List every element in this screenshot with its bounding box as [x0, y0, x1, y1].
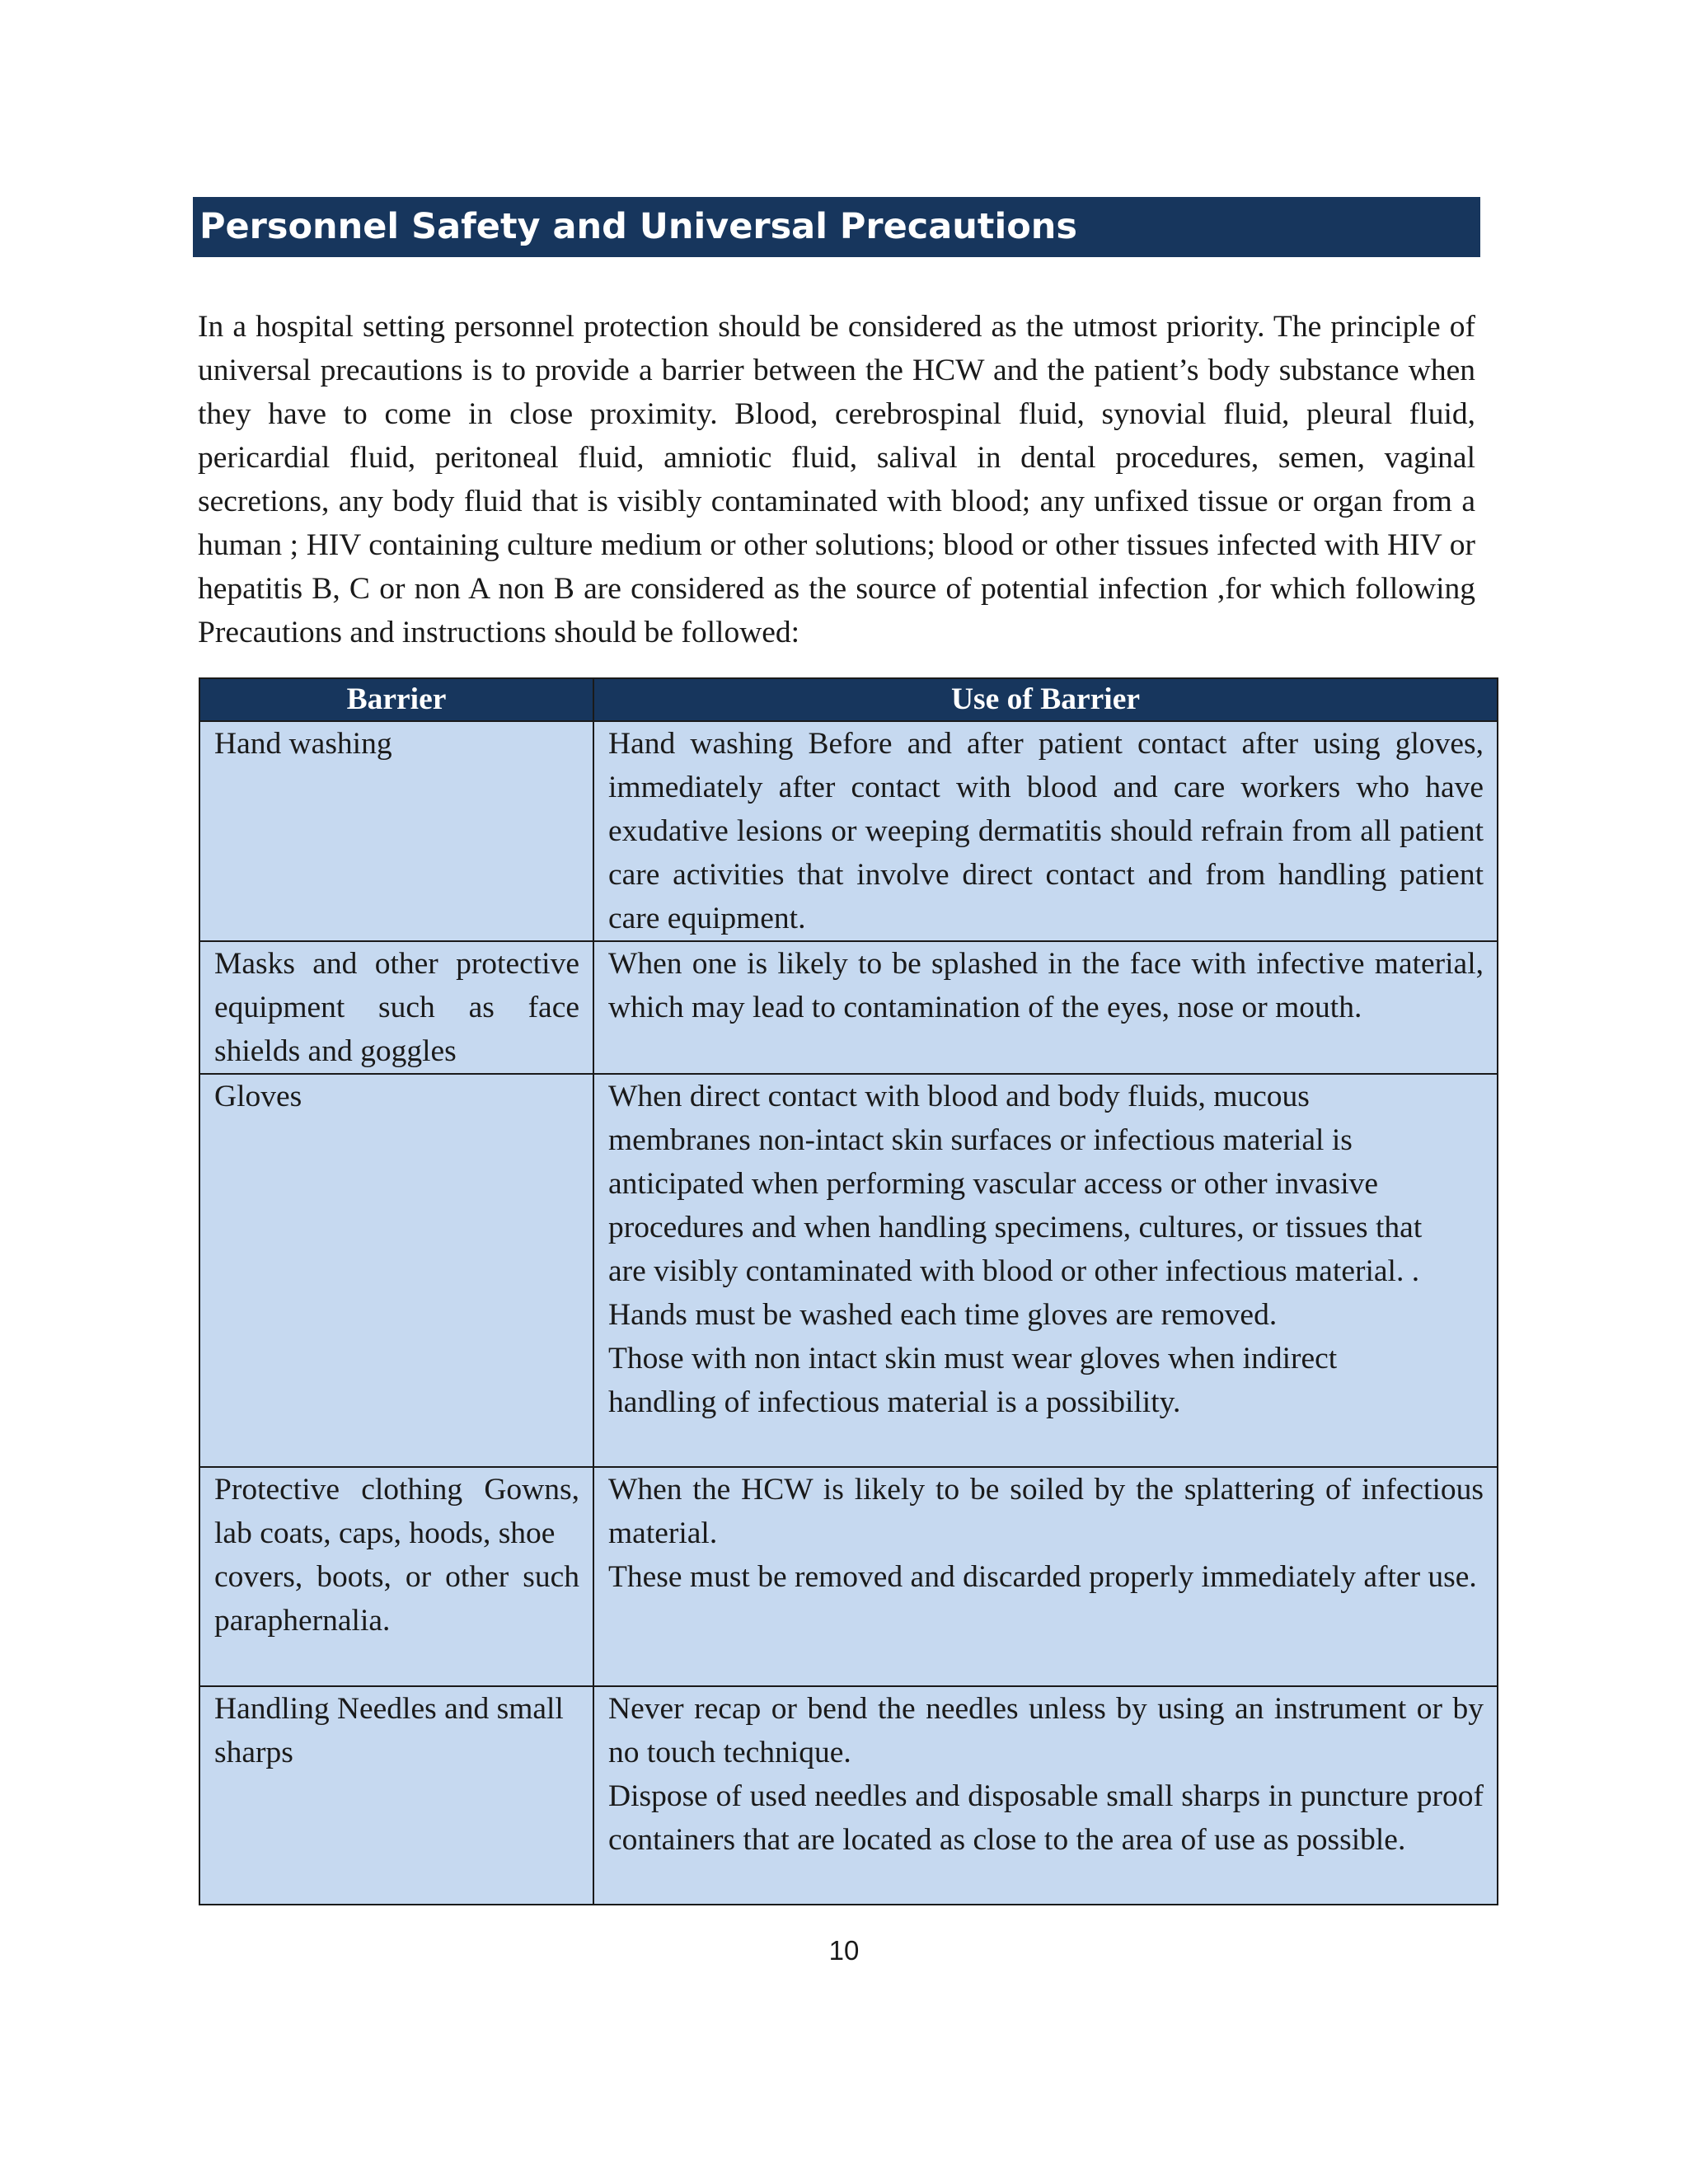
barrier-cell: [199, 941, 593, 1074]
barrier-name: Hand washing: [214, 727, 392, 761]
use-cell: [593, 1686, 1498, 1905]
barrier-name: Masks and other protective equipment such as face shields and goggles: [214, 947, 579, 1068]
barrier-name: Protective clothing Gowns, lab coats, caps, hoods, shoe covers, boots, or other such paraphernalia.: [214, 1473, 579, 1638]
column-header-barrier: Barrier: [199, 678, 593, 721]
barrier-cell: [199, 721, 593, 941]
use-cell: [593, 721, 1498, 941]
barrier-use: When one is likely to be splashed in the face with infective material, which may lead to contamination of the eyes, nose or mouth.: [608, 947, 1484, 1024]
table-row-needles: [199, 1686, 1498, 1905]
barrier-table: [199, 677, 1498, 1905]
page-number: 10: [828, 1935, 860, 1966]
section-heading: Personnel Safety and Universal Precautions: [193, 197, 1480, 257]
use-cell: [593, 1074, 1498, 1467]
table-header-row: [199, 678, 1498, 721]
use-cell: [593, 941, 1498, 1074]
barrier-name: Handling Needles and small sharps: [214, 1692, 564, 1769]
table-row-masks: [199, 941, 1498, 1074]
barrier-use: Never recap or bend the needles unless by using an instrument or by no touch technique. Dispose of used needles and disposable small sharps in puncture proof containers that are located as close to the area of use as possible.: [608, 1692, 1484, 1857]
barrier-cell: [199, 1467, 593, 1686]
intro-text: In a hospital setting personnel protection should be considered as the utmost priority. The principle of universal precautions is to provide a barrier between the HCW and the patient’s body substance when they have to come in close proximity. Blood, cerebrospinal fluid, synovial fluid, pleural fluid, pericardial fluid, peritoneal fluid, amniotic fluid, salival in dental procedures, semen, vaginal secretions, any body fluid that is visibly contaminated with blood; any unfixed tissue or organ from a human ; HIV containing culture medium or other solutions; blood or other tissues infected with HIV or hepatitis B, C or non A non B are considered as the source of potential infection ,for which following Precautions and instructions should be followed:: [198, 310, 1475, 649]
barrier-name: Gloves: [214, 1080, 302, 1113]
barrier-cell: [199, 1074, 593, 1467]
barrier-use: Hand washing Before and after patient contact after using gloves, immediately after contact with blood and care workers who have exudative lesions or weeping dermatitis should refrain from all patient care activities that involve direct contact and from handling patient care equipment.: [608, 727, 1484, 935]
table-row-hand-washing: [199, 721, 1498, 941]
barrier-use: When the HCW is likely to be soiled by the splattering of infectious material. These must be removed and discarded properly immediately after use.: [608, 1473, 1484, 1594]
use-cell: [593, 1467, 1498, 1686]
table-row-protective-clothing: [199, 1467, 1498, 1686]
table-row-gloves: [199, 1074, 1498, 1467]
column-header-use-of-barrier: Use of Barrier: [593, 678, 1498, 721]
barrier-cell: [199, 1686, 593, 1905]
barrier-use: When direct contact with blood and body fluids, mucous membranes non-intact skin surfaces or infectious material is anticipated when performing vascular access or other invasive procedures and when handling specimens, cultures, or tissues that are visibly contaminated with blood or other infectious material. . Hands must be washed each time gloves are removed. Those with non intact skin must wear gloves when indirect handling of infectious material is a possibility.: [608, 1080, 1423, 1419]
intro-paragraph: [198, 305, 1475, 654]
